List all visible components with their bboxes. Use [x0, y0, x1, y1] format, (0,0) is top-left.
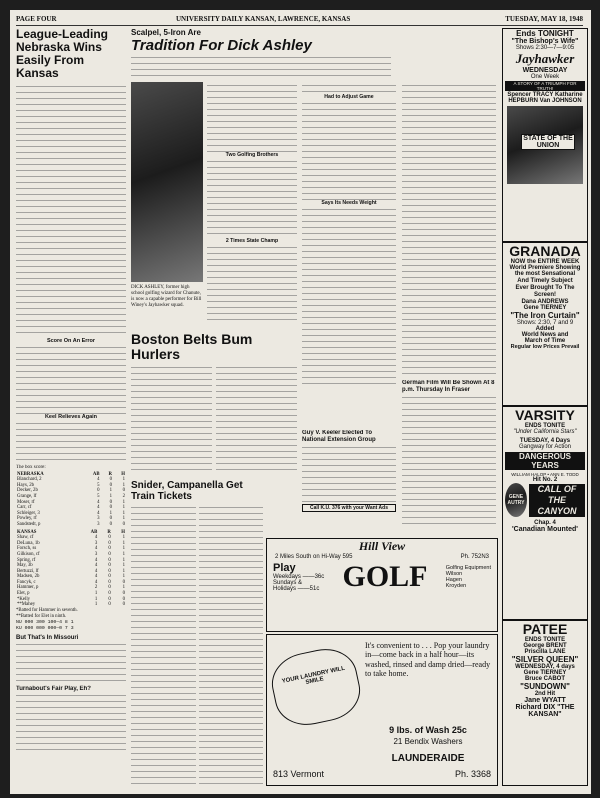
box-score-cell: 5 [97, 493, 100, 499]
box-score-cell: 3 [94, 540, 98, 546]
laundry-address: 813 Vermont [273, 769, 325, 779]
snider-story [131, 480, 263, 788]
box-score-cell: 0 [108, 568, 111, 574]
varsity-ad [502, 406, 588, 620]
laundry-basket-illustration [266, 643, 365, 731]
box-score-cell: Gilkison, cf [17, 551, 40, 557]
box-score-cell: 1 [122, 568, 125, 574]
granada-premiere: World Premiere Showing [509, 265, 581, 271]
box-score-cell: 0 [108, 563, 111, 569]
box-score-cell: 0 [122, 596, 125, 602]
box-score-cell: 1 [122, 499, 125, 505]
subhead-brothers: Two Golfing Brothers [225, 152, 279, 158]
box-score-cell: 1 [94, 596, 98, 602]
boston-text-1 [131, 364, 212, 474]
ashley-column-c [402, 82, 496, 377]
missouri-headline: But That's In Missouri [16, 634, 79, 641]
turnabout-headline: Turnabout's Fair Play, Eh? [16, 685, 91, 692]
patee-tierney: Gene TIERNEY Bruce CABOT [523, 670, 567, 682]
box-score-cell: Spring, rf [17, 557, 36, 563]
laundry-phone: Ph. 3368 [454, 769, 491, 779]
patee-wednesday: WEDNESDAY, 4 days [515, 664, 575, 670]
box-score-cell: H [121, 529, 125, 535]
ashley-kicker: Scalpel, 5-Iron Are [131, 28, 201, 37]
basket-text: YOUR LAUNDRY WILL SMILE [281, 665, 346, 686]
box-score-cell: 1 [122, 557, 125, 563]
ashley-text-a1 [207, 82, 297, 152]
box-score-cell: 1 [122, 482, 125, 488]
box-score-cell: Shaw, cf [17, 535, 34, 541]
box-score-cell: 0 [108, 591, 111, 597]
box-score-cell: Hammer, p [17, 585, 39, 591]
box-score-cell: 0 [109, 516, 112, 522]
story-text-2 [16, 344, 126, 414]
box-score-cell: Schleiger, 3 [17, 510, 40, 516]
box-score-cell: 5 [97, 482, 100, 488]
jayhawker-shows: Shows 2:30—7—9:05 [515, 45, 575, 51]
box-score-cell: 0 [108, 579, 111, 585]
box-score-cell: NEBRASKA [17, 471, 44, 477]
box-score-cell: 4 [97, 510, 100, 516]
box-score-cell: DeLuna, 1b [17, 540, 40, 546]
varsity-name: VARSITY [515, 407, 575, 423]
box-score-cell: 0 [109, 505, 112, 511]
keeler-headline: Guy V. Keeler Elected To National Extension Group [302, 430, 376, 443]
snider-headline: Snider, Campanella Get Train Tickets [131, 480, 243, 502]
box-score-cell: 0 [122, 579, 125, 585]
box-score-cell: Hays, 2b [17, 482, 35, 488]
varsity-cast: WILLIAM HALOP • ANN E. TODD [511, 472, 579, 477]
box-score-cell: 0 [108, 596, 111, 602]
granada-cast-1: Dana ANDREWS [521, 299, 569, 305]
varsity-canyon: CALL OF THE CANYON [529, 484, 585, 517]
jayhawker-tagline: A STORY OF A TRIUMPH FOR TRUTH! [505, 81, 585, 91]
granada-shows: Shows: 2:30, 7 and 9 [516, 320, 574, 326]
jayhawker-bishops: "The Bishop's Wife" [511, 38, 579, 45]
box-score-cell: 0 [108, 535, 111, 541]
box-score-cell: 2 [122, 493, 125, 499]
box-score-cell: 4 [94, 557, 98, 563]
box-score-cell: 0 [109, 499, 112, 505]
patee-stars: George BRENT Priscilla LANE [523, 643, 567, 655]
ashley-text-a2 [207, 158, 297, 238]
box-score-cell: 4 [94, 535, 98, 541]
box-score-row [16, 522, 126, 528]
box-score-cell: 3 [94, 551, 98, 557]
subhead-adjust: Had to Adjust Game [324, 94, 374, 100]
box-score-cell: 1 [122, 546, 125, 552]
ashley-text-c [402, 82, 496, 377]
box-score-cell: 1 [122, 551, 125, 557]
box-score-cell: 1 [109, 493, 112, 499]
varsity-tuesday: TUESDAY, 4 Days [519, 438, 571, 444]
box-score-cell: 0 [109, 482, 112, 488]
box-score-cell: 1 [122, 585, 125, 591]
box-score-cell: Moser, rf [17, 499, 35, 505]
box-score-cell: 1 [122, 510, 125, 516]
jayhawker-name: Jayhawker [515, 51, 575, 66]
turnabout-text [16, 692, 126, 752]
box-note-1: *Batted for Hammer in seventh. [16, 607, 78, 613]
box-score-cell: 4 [94, 546, 98, 552]
jayhawker-week: One Week [530, 74, 560, 80]
box-score-cell: 0 [108, 574, 111, 580]
box-score-cell: 0 [122, 591, 125, 597]
box-score-cell: 0 [97, 488, 100, 494]
box-score-cell: AB [90, 529, 98, 535]
varsity-ends: ENDS TONITE [524, 423, 566, 429]
box-score-cell: 0 [108, 540, 111, 546]
box-score-cell: Bertuzzi, lf [17, 568, 39, 574]
laundry-body: It's convenient to . . . Pop your laundry in—come back in a half hour—its washed, rinsed and damp dried—ready to take home. [365, 641, 491, 679]
jayhawker-ad [502, 28, 588, 242]
jayhawker-ends: Ends TONIGHT [516, 29, 574, 38]
box-score-cell: 1 [109, 488, 112, 494]
missouri-text [16, 641, 126, 686]
box-score-cell: Carr, cf [17, 505, 32, 511]
box-score-cell: Forsch, ss [17, 546, 37, 552]
box-score-cell: **Mahey [17, 602, 36, 608]
box-score-cell: Grange, lf [17, 493, 37, 499]
hillview-golf: GOLF [342, 560, 428, 593]
varsity-dangerous: DANGEROUS YEARS [505, 452, 585, 470]
ashley-text-b1 [302, 82, 396, 94]
launderaide-ad [266, 634, 498, 786]
granada-film: "The Iron Curtain" [510, 311, 580, 320]
german-headline: German Film Will Be Shown At 8 p.m. Thursday In Fraser [402, 380, 495, 393]
german-text [402, 394, 496, 524]
jayhawker-stars: Spencer TRACY Katharine HEPBURN Van JOHNSON [507, 92, 583, 104]
boston-text-2 [216, 364, 297, 474]
patee-ad [502, 620, 588, 786]
ashley-column-a [207, 82, 297, 332]
box-score-cell: 4 [94, 574, 98, 580]
granada-cast-2: Gene TIERNEY [523, 305, 567, 311]
box-score-cell: 2 [94, 585, 98, 591]
granada-now: NOW the ENTIRE WEEK [510, 259, 580, 265]
snider-text-2 [199, 504, 264, 784]
newspaper-page [10, 10, 591, 794]
box-score-cell: 0 [122, 488, 125, 494]
box-score-title: The box score: [16, 465, 46, 471]
box-score-cell: 1 [122, 477, 125, 483]
box-score-cell: Fancyk, c [17, 579, 36, 585]
granada-news: World News and March of Time [521, 332, 569, 344]
keeler-story [302, 430, 396, 530]
box-score-cell: 4 [94, 568, 98, 574]
page-number: PAGE FOUR [16, 15, 57, 23]
patee-kansan: Jane WYATT Richard DIX "THE KANSAN" [515, 697, 575, 718]
keeler-text [302, 444, 396, 504]
patee-sundown: "SUNDOWN" [520, 682, 570, 691]
hillview-title: Hill View [358, 539, 406, 553]
box-score-cell: 1 [122, 563, 125, 569]
hillview-play: Play [273, 562, 296, 574]
autry-portrait: GENE AUTRY [505, 483, 527, 517]
ashley-headline: Tradition For Dick Ashley [131, 37, 312, 54]
box-score-cell: 1 [122, 574, 125, 580]
box-score-kansas [16, 530, 126, 608]
granada-added: Added [535, 326, 555, 332]
box-score-cell: 1 [94, 602, 98, 608]
box-score-cell: 4 [97, 499, 100, 505]
hillview-phone: Ph. 752N3 [460, 554, 489, 560]
german-film-story [402, 380, 496, 528]
varsity-hit: Hit No. 2 [532, 477, 558, 483]
jayhawker-wednesday: WEDNESDAY [522, 67, 568, 74]
box-score-cell: 1 [109, 510, 112, 516]
box-score-cell: Sandstedt, p [17, 521, 41, 527]
subhead-state-champ: 2 Times State Champ [225, 238, 279, 245]
want-ads-notice: Call K.U. 376 with your Want Ads [302, 504, 396, 512]
jayhawker-poster [507, 106, 583, 184]
varsity-film: "Under California Stars" [513, 429, 577, 435]
hillview-equipment: Golfing Equipment [445, 565, 491, 571]
ashley-text-b3 [302, 206, 396, 386]
boston-headline: Boston Belts Bum Hurlers [131, 332, 253, 362]
ashley-text-a3 [207, 244, 297, 324]
box-score-cell: KANSAS [17, 529, 37, 535]
issue-date: TUESDAY, MAY 18, 1948 [505, 15, 583, 23]
box-score-cell: H [121, 471, 125, 477]
varsity-chap: Chap. 4 [534, 520, 556, 526]
box-score-cell: 4 [94, 579, 98, 585]
granada-prices: Regular low Prices Prevail [510, 344, 580, 350]
brand-kroyden: Kroyden [445, 583, 467, 589]
box-score-cell: 0 [108, 585, 111, 591]
patee-silver: "SILVER QUEEN" [511, 655, 579, 664]
box-score-cell: 0 [122, 521, 125, 527]
ashley-intro [131, 54, 391, 80]
union-title: STATE OF THE UNION [521, 134, 575, 150]
ashley-photo [131, 82, 203, 282]
varsity-gangway: Gangway for Action [518, 444, 572, 450]
box-score-cell: 0 [109, 521, 112, 527]
box-score-cell: 1 [94, 591, 98, 597]
box-score-cell: 4 [97, 505, 100, 511]
hillview-directions: 2 Miles South on Hi-Way 595 [275, 554, 353, 560]
subhead-weight: Says Its Needs Weight [321, 200, 377, 207]
ashley-caption: DICK ASHLEY, former high school golfing wizard for Chanute, is now a capable performer for Bill Winey's Jayhawker squad. [131, 285, 202, 308]
hillview-price-sundays: Sundays & [273, 580, 303, 586]
box-score-cell: 0 [122, 602, 125, 608]
hillview-price-holidays: Holidays ——51c [273, 586, 320, 592]
box-score-cell: 1 [122, 516, 125, 522]
box-score-cell: May, 3b [17, 563, 33, 569]
box-score-cell: *Kelly [17, 596, 31, 602]
story-text-3 [16, 420, 126, 465]
subhead-keel: Keel Relieves Again [44, 414, 98, 421]
granada-name: GRANADA [509, 243, 581, 259]
varsity-mounted: 'Canadian Mounted' [512, 526, 578, 533]
subhead-error: Score On An Error [46, 338, 96, 344]
boston-story [131, 332, 297, 477]
granada-ad [502, 242, 588, 406]
box-score-cell: 0 [108, 551, 111, 557]
box-score-cell: 0 [108, 602, 111, 608]
lead-headline: League-Leading Nebraska Wins Easily From Kansas [16, 28, 109, 80]
box-score-cell: 1 [122, 505, 125, 511]
granada-desc: the most Sensational And Timely Subject Ever Brought To The Screen! [514, 271, 576, 298]
laundry-price: 9 lbs. of Wash 25c [389, 725, 467, 735]
box-score-cell: 0 [108, 557, 111, 563]
box-score-cell: 4 [94, 563, 98, 569]
box-score-cell: R [108, 471, 112, 477]
snider-text-1 [131, 504, 196, 784]
laundry-name: LAUNDERAIDE [391, 753, 465, 764]
line-score-nu: NU 000 300 100—4 8 1 [16, 620, 74, 626]
patee-ends: ENDS TONITE [524, 637, 566, 643]
masthead: UNIVERSITY DAILY KANSAN, LAWRENCE, KANSAS [176, 15, 351, 23]
box-score-cell: 3 [97, 516, 100, 522]
box-score-cell: R [107, 529, 111, 535]
box-score-cell: Powley, rf [17, 516, 37, 522]
patee-second-hit: 2nd Hit [534, 691, 556, 697]
box-score-cell: Blanchard, 2 [17, 477, 42, 483]
ashley-text-b2 [302, 100, 396, 200]
box-note-2: **Batted for Elet in ninth. [16, 614, 67, 620]
box-score-cell: AB [92, 471, 100, 477]
laundry-washers: 21 Bendix Washers [393, 737, 463, 746]
sports-column-1 [16, 28, 126, 790]
ashley-column-b [302, 82, 396, 427]
box-score-cell: 3 [97, 521, 100, 527]
box-score-cell: 0 [108, 546, 111, 552]
hillview-price-weekdays: Weekdays ——36c [273, 574, 325, 580]
hill-view-ad [266, 538, 498, 632]
box-score-cell: Madsen, 2b [17, 574, 40, 580]
box-score-cell: 1 [122, 540, 125, 546]
box-score-cell: 0 [109, 477, 112, 483]
page-header [16, 13, 583, 26]
box-score-cell: 4 [97, 477, 100, 483]
box-score-cell: Decker, 2b [17, 488, 38, 494]
line-score-ku: KU 000 000 000—0 7 3 [16, 626, 74, 632]
lead-story-text [16, 83, 126, 338]
brand-wilson: Wilson [445, 571, 463, 577]
box-score-cell: Elet, p [17, 591, 30, 597]
brand-hagen: Hagen [445, 577, 462, 583]
box-score-nebraska [16, 472, 126, 528]
box-score-cell: 1 [122, 535, 125, 541]
patee-name: PATEE [522, 621, 568, 637]
